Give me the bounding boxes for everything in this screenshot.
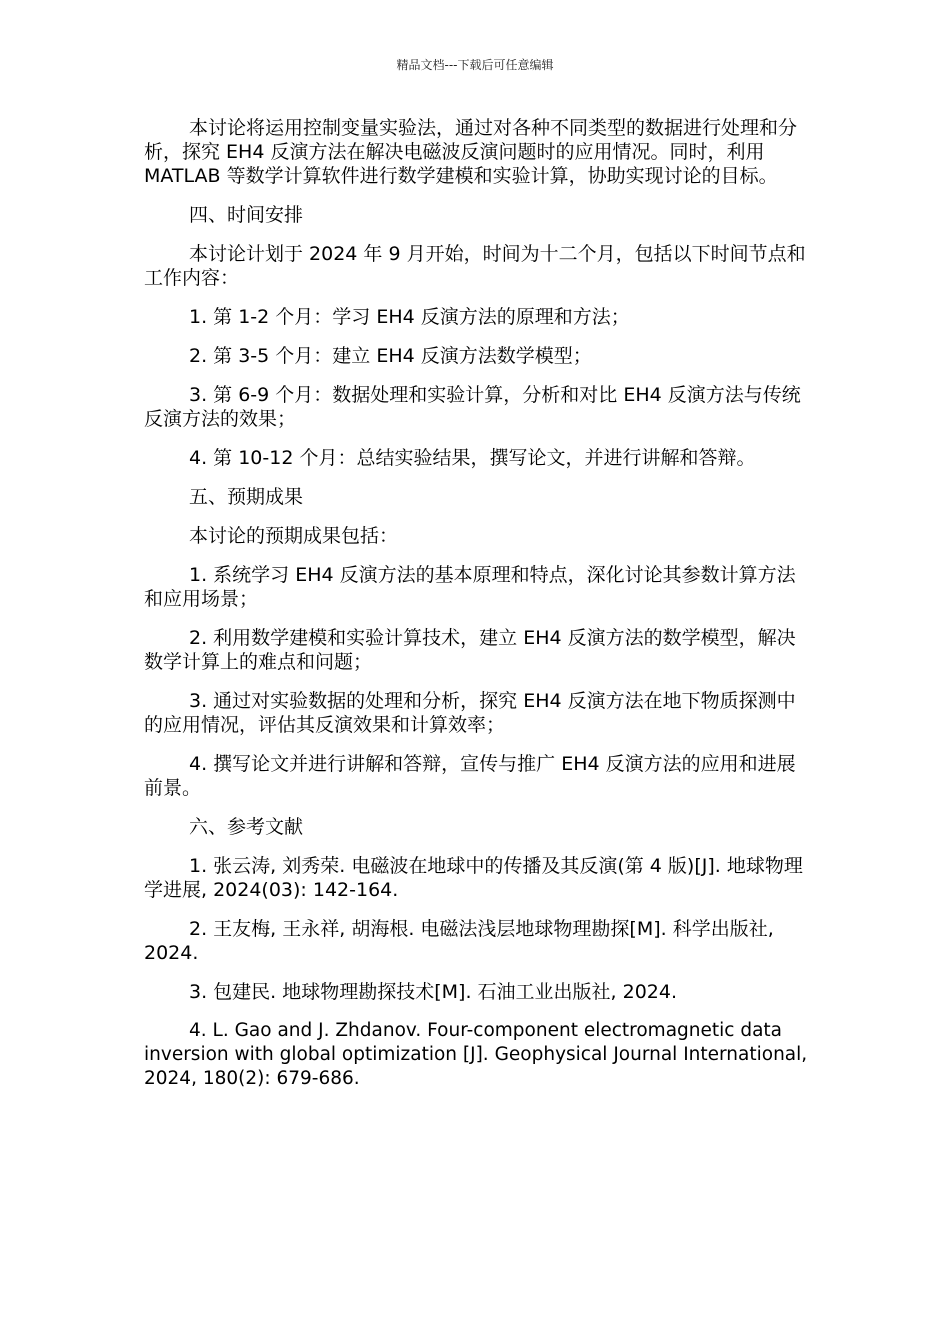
schedule-intro: 本讨论计划于 2024 年 9 月开始，时间为十二个月，包括以下时间节点和工作内容：: [144, 243, 806, 289]
reference-item: 1. 张云涛, 刘秀荣. 电磁波在地球中的传播及其反演(第 4 版)[J]. 地球物理学进展, 2024(03): 142-164.: [144, 855, 803, 901]
outcomes-intro: 本讨论的预期成果包括：: [189, 525, 399, 547]
reference-item: 4. L. Gao and J. Zhdanov. Four-component electromagnetic data inversion with global optimization [J]. Geophysical Journal International, 2024, 180(2): 679-686.: [144, 1020, 808, 1089]
schedule-item: 3. 第 6-9 个月：数据处理和实验计算，分析和对比 EH4 反演方法与传统反演方法的效果；: [144, 384, 801, 430]
section-heading-references: 六、参考文献: [189, 816, 304, 838]
reference-item: 3. 包建民. 地球物理勘探技术[M]. 石油工业出版社, 2024.: [189, 981, 678, 1003]
schedule-item: 2. 第 3-5 个月：建立 EH4 反演方法数学模型；: [189, 345, 592, 367]
reference-item: 2. 王友梅, 王永祥, 胡海根. 电磁法浅层地球物理勘探[M]. 科学出版社, 2024.: [144, 918, 774, 964]
outcome-item: 3. 通过对实验数据的处理和分析，探究 EH4 反演方法在地下物质探测中的应用情况，评估其反演效果和计算效率；: [144, 690, 796, 736]
outcome-item: 2. 利用数学建模和实验计算技术，建立 EH4 反演方法的数学模型，解决数学计算上的难点和问题；: [144, 627, 796, 673]
section-heading-outcomes: 五、预期成果: [189, 486, 304, 508]
page-header: 精品文档---下载后可任意编辑: [396, 58, 554, 72]
intro-paragraph: 本讨论将运用控制变量实验法，通过对各种不同类型的数据进行处理和分析，探究 EH4 反演方法在解决电磁波反演问题时的应用情况。同时，利用 MATLAB 等数学计算软件进行数学建模和实验计算，协助实现讨论的目标。: [144, 117, 798, 187]
schedule-item: 1. 第 1-2 个月：学习 EH4 反演方法的原理和方法；: [189, 306, 630, 328]
schedule-item: 4. 第 10-12 个月：总结实验结果，撰写论文，并进行讲解和答辩。: [189, 447, 756, 469]
document-body: [144, 116, 808, 1106]
section-heading-schedule: 四、时间安排: [189, 204, 304, 226]
outcome-item: 1. 系统学习 EH4 反演方法的基本原理和特点，深化讨论其参数计算方法和应用场景；: [144, 564, 796, 610]
outcome-item: 4. 撰写论文并进行讲解和答辩，宣传与推广 EH4 反演方法的应用和进展前景。: [144, 753, 796, 799]
